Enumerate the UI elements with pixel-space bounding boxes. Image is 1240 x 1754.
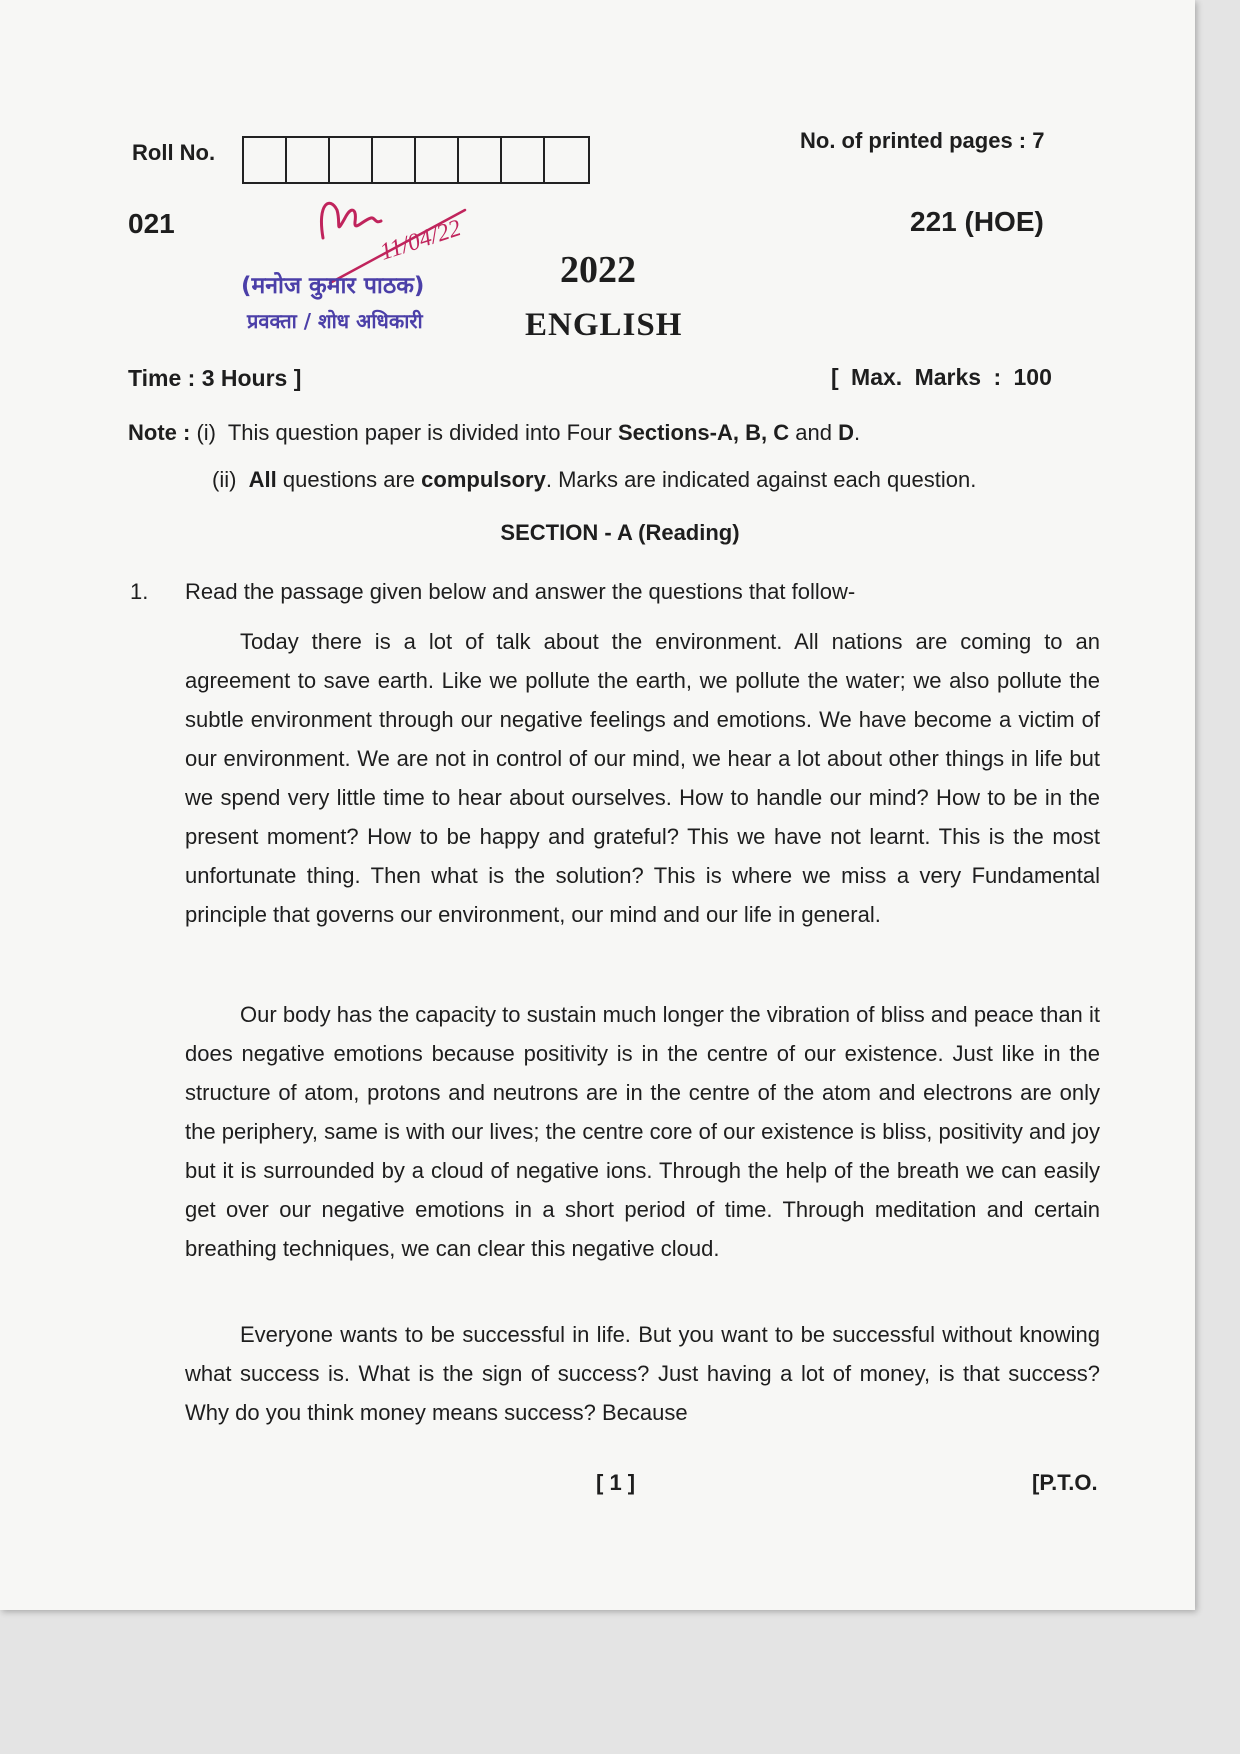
exam-subject: ENGLISH bbox=[525, 307, 683, 343]
note-section-d: D bbox=[838, 420, 854, 445]
roll-box bbox=[244, 138, 287, 182]
question-text: Read the passage given below and answer the questions that follow- bbox=[185, 579, 856, 604]
note-all: All bbox=[248, 467, 277, 492]
passage-paragraph-2: Our body has the capacity to sustain much longer the vibration of bliss and peace than it does negative emotions because positivity is in the centre of our existence. Just like in the structure of atom, protons and neutrons are in the centre of the atom and electrons are only the periphery, same is with our lives; the centre core of our existence is bliss, positivity and joy but it is surrounded by a cloud of negative ions. Through the help of the breath we can easily get over our negative emotions in a short period of time. Through meditation and certain breathing techniques, we can clear this negative cloud. bbox=[185, 1002, 1100, 1261]
exam-time: Time : 3 Hours ] bbox=[128, 365, 302, 391]
note-sections: Sections-A, B, C bbox=[617, 420, 790, 445]
roll-box bbox=[330, 138, 373, 182]
note-text: questions are bbox=[282, 467, 416, 492]
passage-paragraph-3: Everyone wants to be successful in life. But you want to be successful without knowing what success is. What is the sign of success? Just having a lot of money, is that success? Why do you think money means success? Because bbox=[185, 1322, 1100, 1425]
printed-pages: No. of printed pages : 7 bbox=[800, 128, 1045, 153]
roll-box bbox=[373, 138, 416, 182]
note-item-number: (i) bbox=[196, 420, 216, 445]
note-item-number: (ii) bbox=[212, 467, 237, 492]
stamp-date: 11/04/22 bbox=[376, 215, 465, 266]
please-turn-over: [P.T.O. bbox=[1032, 1470, 1098, 1495]
stamp-name: (मनोज कुमार पाठक) bbox=[241, 273, 425, 299]
passage-paragraph-1: Today there is a lot of talk about the environment. All nations are coming to an agreement to save earth. Like we pollute the earth, we pollute the water; we also pollute the subtle environment through our negative feelings and emotions. We have become a victim of our environment. We are not in control of our mind, we hear a lot about other things in life but we spend very little time to hear about ourselves. How to handle our mind? How to be in the present moment? How to be happy and grateful? This we have not learnt. This is the most unfortunate thing. Then what is the solution? This is where we miss a very Fundamental principle that governs our environment, our mind and our life in general. bbox=[185, 629, 1100, 927]
roll-box bbox=[416, 138, 459, 182]
max-marks: [ Max. Marks : 100 bbox=[831, 364, 1052, 390]
roll-box bbox=[459, 138, 502, 182]
paper-code-left: 021 bbox=[128, 208, 175, 239]
roll-box bbox=[287, 138, 330, 182]
paper-code-right: 221 (HOE) bbox=[910, 206, 1044, 237]
note-line-1: Note : (i) This question paper is divided into Four Sections-A, B, C and D. bbox=[128, 420, 861, 445]
roll-box bbox=[545, 138, 588, 182]
note-text: This question paper is divided into Four bbox=[227, 420, 612, 445]
exam-year: 2022 bbox=[560, 249, 636, 291]
official-stamp bbox=[205, 188, 495, 338]
question-number: 1. bbox=[130, 579, 149, 604]
stamp-designation: प्रवक्ता / शोध अधिकारी bbox=[247, 309, 423, 333]
page-number: [ 1 ] bbox=[596, 1470, 636, 1495]
note-text: . Marks are indicated against each question. bbox=[545, 467, 977, 492]
section-a-heading: SECTION - A (Reading) bbox=[500, 520, 740, 545]
roll-number-boxes bbox=[242, 136, 590, 184]
signature-mark bbox=[321, 203, 381, 238]
roll-number-label: Roll No. bbox=[132, 140, 216, 165]
note-text: and bbox=[795, 420, 832, 445]
note-compulsory: compulsory bbox=[421, 467, 546, 492]
note-line-2 bbox=[212, 467, 1112, 493]
roll-box bbox=[502, 138, 545, 182]
note-label: Note : bbox=[128, 420, 191, 445]
